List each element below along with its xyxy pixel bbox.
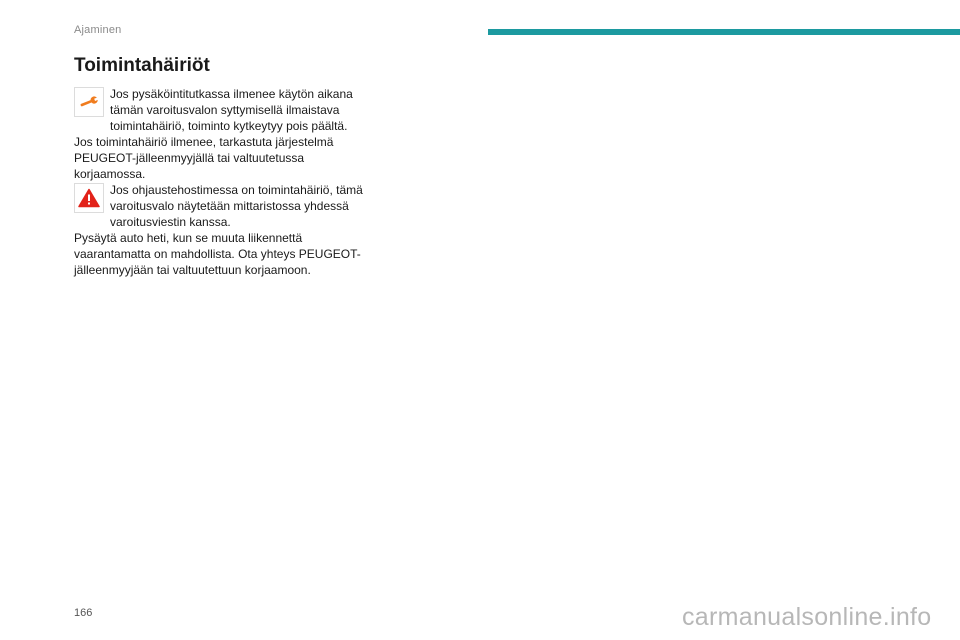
warning-triangle-icon [74, 183, 104, 213]
wrench-icon [74, 87, 104, 117]
page-heading: Toimintahäiriöt [74, 55, 210, 76]
content-column [74, 86, 364, 278]
header-accent-bar [488, 29, 960, 35]
watermark: carmanualsonline.info [682, 603, 932, 631]
paragraph-text: Jos ohjaustehostimessa on toimintahäiriö, tämä varoitusvalo näytetään mittaristossa yhdessä varoitusviestin kanssa. [110, 183, 363, 229]
paragraph-parking-sensor-fault [74, 86, 364, 134]
paragraph-text: Pysäytä auto heti, kun se muuta liikennettä vaarantamatta on mahdollista. Ota yhteys PEUGEOT-jälleenmyyjään tai valtuutettuun korjaamoon. [74, 231, 361, 277]
paragraph-stop-vehicle [74, 230, 364, 278]
paragraph-text: Jos pysäköintitutkassa ilmenee käytön aikana tämän varoitusvalon syttymisellä ilmaistava toimintahäiriö, toiminto kytkeytyy pois päältä. [110, 87, 353, 133]
page-number: 166 [74, 607, 93, 619]
section-label: Ajaminen [74, 24, 122, 36]
paragraph-check-system [74, 134, 364, 182]
paragraph-power-steering-fault [74, 182, 364, 230]
paragraph-text: Jos toimintahäiriö ilmenee, tarkastuta järjestelmä PEUGEOT-jälleenmyyjällä tai valtuutetussa korjaamossa. [74, 135, 334, 181]
